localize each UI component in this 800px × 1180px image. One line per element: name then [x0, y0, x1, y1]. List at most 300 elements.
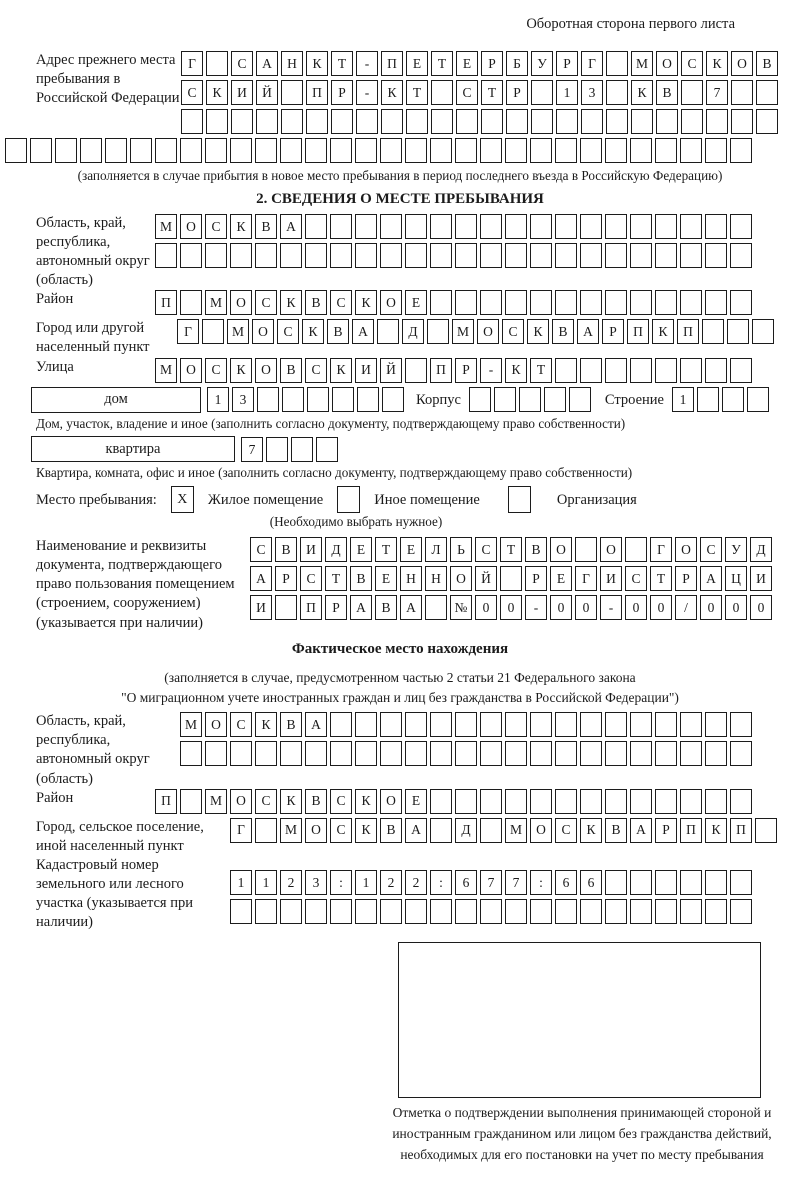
- char-cell[interactable]: 2: [380, 870, 402, 895]
- char-cell[interactable]: О: [205, 712, 227, 737]
- char-cell[interactable]: [580, 358, 602, 383]
- char-cell[interactable]: [280, 899, 302, 924]
- char-cell[interactable]: К: [706, 51, 728, 76]
- char-cell[interactable]: В: [280, 358, 302, 383]
- char-cell[interactable]: [756, 80, 778, 105]
- char-cell[interactable]: Е: [405, 290, 427, 315]
- char-cell[interactable]: [630, 789, 652, 814]
- char-cell[interactable]: В: [280, 712, 302, 737]
- char-cell[interactable]: [430, 243, 452, 268]
- char-cell[interactable]: Т: [500, 537, 522, 562]
- char-cell[interactable]: [655, 741, 677, 766]
- char-cell[interactable]: П: [430, 358, 452, 383]
- char-cell[interactable]: М: [205, 789, 227, 814]
- char-cell[interactable]: 7: [505, 870, 527, 895]
- char-cell[interactable]: [630, 870, 652, 895]
- char-cell[interactable]: Р: [325, 595, 347, 620]
- char-cell[interactable]: [30, 138, 52, 163]
- char-cell[interactable]: Г: [575, 566, 597, 591]
- char-cell[interactable]: 1: [207, 387, 229, 412]
- char-cell[interactable]: [230, 741, 252, 766]
- char-cell[interactable]: 1: [230, 870, 252, 895]
- char-cell[interactable]: С: [456, 80, 478, 105]
- char-cell[interactable]: [455, 214, 477, 239]
- char-cell[interactable]: [480, 138, 502, 163]
- char-cell[interactable]: [355, 899, 377, 924]
- char-cell[interactable]: [180, 741, 202, 766]
- char-cell[interactable]: С: [475, 537, 497, 562]
- char-cell[interactable]: [530, 138, 552, 163]
- char-cell[interactable]: [330, 214, 352, 239]
- char-cell[interactable]: [330, 138, 352, 163]
- char-cell[interactable]: С: [205, 358, 227, 383]
- char-cell[interactable]: В: [350, 566, 372, 591]
- char-cell[interactable]: К: [580, 818, 602, 843]
- char-cell[interactable]: [531, 109, 553, 134]
- char-cell[interactable]: [630, 741, 652, 766]
- char-cell[interactable]: Б: [506, 51, 528, 76]
- char-cell[interactable]: [480, 712, 502, 737]
- char-cell[interactable]: /: [675, 595, 697, 620]
- char-cell[interactable]: [469, 387, 491, 412]
- char-cell[interactable]: [630, 358, 652, 383]
- char-cell[interactable]: [605, 138, 627, 163]
- char-cell[interactable]: [266, 437, 288, 462]
- char-cell[interactable]: М: [452, 319, 474, 344]
- char-cell[interactable]: С: [255, 789, 277, 814]
- char-cell[interactable]: [630, 214, 652, 239]
- char-cell[interactable]: А: [400, 595, 422, 620]
- char-cell[interactable]: 0: [625, 595, 647, 620]
- char-cell[interactable]: [481, 109, 503, 134]
- char-cell[interactable]: [405, 741, 427, 766]
- char-cell[interactable]: Л: [425, 537, 447, 562]
- char-cell[interactable]: О: [477, 319, 499, 344]
- char-cell[interactable]: С: [277, 319, 299, 344]
- char-cell[interactable]: 7: [480, 870, 502, 895]
- char-cell[interactable]: [630, 712, 652, 737]
- char-cell[interactable]: [380, 138, 402, 163]
- char-cell[interactable]: О: [180, 358, 202, 383]
- char-cell[interactable]: [656, 109, 678, 134]
- char-cell[interactable]: К: [631, 80, 653, 105]
- char-cell[interactable]: [756, 109, 778, 134]
- char-cell[interactable]: [430, 214, 452, 239]
- char-cell[interactable]: Р: [655, 818, 677, 843]
- char-cell[interactable]: 0: [575, 595, 597, 620]
- char-cell[interactable]: [430, 138, 452, 163]
- char-cell[interactable]: [580, 243, 602, 268]
- char-cell[interactable]: И: [300, 537, 322, 562]
- char-cell[interactable]: -: [600, 595, 622, 620]
- char-cell[interactable]: [330, 712, 352, 737]
- char-cell[interactable]: [305, 214, 327, 239]
- char-cell[interactable]: А: [352, 319, 374, 344]
- char-cell[interactable]: П: [627, 319, 649, 344]
- char-cell[interactable]: [480, 243, 502, 268]
- char-cell[interactable]: 1: [255, 870, 277, 895]
- char-cell[interactable]: [727, 319, 749, 344]
- char-cell[interactable]: [605, 789, 627, 814]
- char-cell[interactable]: 6: [580, 870, 602, 895]
- char-cell[interactable]: [456, 109, 478, 134]
- char-cell[interactable]: [702, 319, 724, 344]
- char-cell[interactable]: Й: [256, 80, 278, 105]
- char-cell[interactable]: [680, 789, 702, 814]
- char-cell[interactable]: М: [505, 818, 527, 843]
- char-cell[interactable]: О: [731, 51, 753, 76]
- char-cell[interactable]: [282, 387, 304, 412]
- char-cell[interactable]: [355, 214, 377, 239]
- char-cell[interactable]: 2: [405, 870, 427, 895]
- char-cell[interactable]: [330, 243, 352, 268]
- char-cell[interactable]: [431, 80, 453, 105]
- char-cell[interactable]: [555, 243, 577, 268]
- char-cell[interactable]: Т: [331, 51, 353, 76]
- char-cell[interactable]: [655, 899, 677, 924]
- char-cell[interactable]: [731, 109, 753, 134]
- char-cell[interactable]: [555, 899, 577, 924]
- char-cell[interactable]: [531, 80, 553, 105]
- char-cell[interactable]: 3: [232, 387, 254, 412]
- char-cell[interactable]: Р: [556, 51, 578, 76]
- char-cell[interactable]: [655, 214, 677, 239]
- char-cell[interactable]: [256, 109, 278, 134]
- char-cell[interactable]: Д: [455, 818, 477, 843]
- char-cell[interactable]: В: [756, 51, 778, 76]
- char-cell[interactable]: [630, 138, 652, 163]
- char-cell[interactable]: В: [305, 789, 327, 814]
- char-cell[interactable]: Т: [325, 566, 347, 591]
- char-cell[interactable]: [155, 138, 177, 163]
- char-cell[interactable]: Е: [400, 537, 422, 562]
- char-cell[interactable]: Е: [405, 789, 427, 814]
- char-cell[interactable]: 3: [581, 80, 603, 105]
- char-cell[interactable]: [731, 80, 753, 105]
- char-cell[interactable]: О: [230, 789, 252, 814]
- char-cell[interactable]: 0: [650, 595, 672, 620]
- char-cell[interactable]: [730, 138, 752, 163]
- char-cell[interactable]: [631, 109, 653, 134]
- char-cell[interactable]: К: [280, 290, 302, 315]
- char-cell[interactable]: [705, 712, 727, 737]
- char-cell[interactable]: О: [530, 818, 552, 843]
- char-cell[interactable]: [455, 741, 477, 766]
- char-cell[interactable]: [555, 290, 577, 315]
- char-cell[interactable]: [580, 712, 602, 737]
- char-cell[interactable]: [605, 870, 627, 895]
- char-cell[interactable]: И: [750, 566, 772, 591]
- char-cell[interactable]: [380, 741, 402, 766]
- char-cell[interactable]: [380, 712, 402, 737]
- char-cell[interactable]: П: [680, 818, 702, 843]
- char-cell[interactable]: [555, 789, 577, 814]
- char-cell[interactable]: [755, 818, 777, 843]
- char-cell[interactable]: [202, 319, 224, 344]
- char-cell[interactable]: О: [656, 51, 678, 76]
- char-cell[interactable]: В: [605, 818, 627, 843]
- char-cell[interactable]: [5, 138, 27, 163]
- char-cell[interactable]: [705, 214, 727, 239]
- char-cell[interactable]: [505, 138, 527, 163]
- char-cell[interactable]: С: [681, 51, 703, 76]
- char-cell[interactable]: [575, 537, 597, 562]
- char-cell[interactable]: [752, 319, 774, 344]
- char-cell[interactable]: Й: [475, 566, 497, 591]
- char-cell[interactable]: [55, 138, 77, 163]
- char-cell[interactable]: [580, 138, 602, 163]
- char-cell[interactable]: [730, 358, 752, 383]
- char-cell[interactable]: [355, 712, 377, 737]
- char-cell[interactable]: [655, 789, 677, 814]
- char-cell[interactable]: [500, 566, 522, 591]
- char-cell[interactable]: [730, 870, 752, 895]
- char-cell[interactable]: [230, 243, 252, 268]
- char-cell[interactable]: [405, 358, 427, 383]
- char-cell[interactable]: [705, 243, 727, 268]
- char-cell[interactable]: 6: [555, 870, 577, 895]
- char-cell[interactable]: Р: [481, 51, 503, 76]
- char-cell[interactable]: [405, 138, 427, 163]
- char-cell[interactable]: С: [250, 537, 272, 562]
- char-cell[interactable]: Е: [350, 537, 372, 562]
- char-cell[interactable]: [605, 358, 627, 383]
- char-cell[interactable]: 6: [455, 870, 477, 895]
- char-cell[interactable]: В: [275, 537, 297, 562]
- char-cell[interactable]: [305, 741, 327, 766]
- char-cell[interactable]: [544, 387, 566, 412]
- char-cell[interactable]: [455, 899, 477, 924]
- char-cell[interactable]: П: [677, 319, 699, 344]
- char-cell[interactable]: [355, 741, 377, 766]
- char-cell[interactable]: [569, 387, 591, 412]
- char-cell[interactable]: К: [355, 789, 377, 814]
- char-cell[interactable]: [580, 789, 602, 814]
- char-cell[interactable]: [605, 899, 627, 924]
- char-cell[interactable]: [430, 741, 452, 766]
- char-cell[interactable]: [355, 243, 377, 268]
- char-cell[interactable]: 0: [475, 595, 497, 620]
- char-cell[interactable]: В: [327, 319, 349, 344]
- char-cell[interactable]: [305, 138, 327, 163]
- char-cell[interactable]: [706, 109, 728, 134]
- char-cell[interactable]: 2: [280, 870, 302, 895]
- char-cell[interactable]: Й: [380, 358, 402, 383]
- char-cell[interactable]: [255, 818, 277, 843]
- char-cell[interactable]: С: [231, 51, 253, 76]
- char-cell[interactable]: Ц: [725, 566, 747, 591]
- char-cell[interactable]: С: [502, 319, 524, 344]
- char-cell[interactable]: О: [675, 537, 697, 562]
- char-cell[interactable]: [555, 214, 577, 239]
- char-cell[interactable]: [356, 109, 378, 134]
- char-cell[interactable]: А: [280, 214, 302, 239]
- char-cell[interactable]: М: [180, 712, 202, 737]
- char-cell[interactable]: [680, 243, 702, 268]
- char-cell[interactable]: М: [631, 51, 653, 76]
- char-cell[interactable]: Р: [455, 358, 477, 383]
- char-cell[interactable]: [519, 387, 541, 412]
- char-cell[interactable]: А: [250, 566, 272, 591]
- char-cell[interactable]: М: [155, 358, 177, 383]
- char-cell[interactable]: [382, 387, 404, 412]
- char-cell[interactable]: [655, 290, 677, 315]
- char-cell[interactable]: Г: [650, 537, 672, 562]
- char-cell[interactable]: А: [405, 818, 427, 843]
- char-cell[interactable]: У: [531, 51, 553, 76]
- char-cell[interactable]: К: [230, 214, 252, 239]
- char-cell[interactable]: [530, 214, 552, 239]
- char-cell[interactable]: [380, 899, 402, 924]
- char-cell[interactable]: [380, 243, 402, 268]
- char-cell[interactable]: [580, 741, 602, 766]
- char-cell[interactable]: [130, 138, 152, 163]
- char-cell[interactable]: [730, 243, 752, 268]
- char-cell[interactable]: С: [181, 80, 203, 105]
- char-cell[interactable]: [530, 712, 552, 737]
- char-cell[interactable]: Е: [550, 566, 572, 591]
- char-cell[interactable]: Т: [406, 80, 428, 105]
- char-cell[interactable]: Д: [402, 319, 424, 344]
- checkbox-zhiloe[interactable]: X: [171, 486, 194, 513]
- char-cell[interactable]: О: [380, 789, 402, 814]
- char-cell[interactable]: 0: [700, 595, 722, 620]
- char-cell[interactable]: [405, 712, 427, 737]
- char-cell[interactable]: [730, 214, 752, 239]
- char-cell[interactable]: [180, 290, 202, 315]
- char-cell[interactable]: [357, 387, 379, 412]
- char-cell[interactable]: [680, 741, 702, 766]
- char-cell[interactable]: [680, 290, 702, 315]
- char-cell[interactable]: [530, 290, 552, 315]
- char-cell[interactable]: О: [450, 566, 472, 591]
- char-cell[interactable]: В: [552, 319, 574, 344]
- char-cell[interactable]: [80, 138, 102, 163]
- char-cell[interactable]: И: [250, 595, 272, 620]
- char-cell[interactable]: [332, 387, 354, 412]
- char-cell[interactable]: [580, 899, 602, 924]
- char-cell[interactable]: Т: [375, 537, 397, 562]
- char-cell[interactable]: [555, 741, 577, 766]
- char-cell[interactable]: М: [205, 290, 227, 315]
- char-cell[interactable]: [494, 387, 516, 412]
- char-cell[interactable]: Г: [181, 51, 203, 76]
- char-cell[interactable]: [730, 712, 752, 737]
- char-cell[interactable]: [630, 243, 652, 268]
- char-cell[interactable]: [257, 387, 279, 412]
- char-cell[interactable]: [281, 109, 303, 134]
- char-cell[interactable]: [555, 358, 577, 383]
- char-cell[interactable]: [630, 899, 652, 924]
- char-cell[interactable]: [405, 243, 427, 268]
- char-cell[interactable]: [255, 138, 277, 163]
- char-cell[interactable]: [705, 870, 727, 895]
- char-cell[interactable]: [330, 741, 352, 766]
- char-cell[interactable]: [730, 899, 752, 924]
- char-cell[interactable]: :: [430, 870, 452, 895]
- char-cell[interactable]: [505, 290, 527, 315]
- char-cell[interactable]: [380, 214, 402, 239]
- char-cell[interactable]: [405, 899, 427, 924]
- char-cell[interactable]: О: [180, 214, 202, 239]
- char-cell[interactable]: [405, 214, 427, 239]
- char-cell[interactable]: Е: [375, 566, 397, 591]
- char-cell[interactable]: С: [300, 566, 322, 591]
- char-cell[interactable]: В: [375, 595, 397, 620]
- char-cell[interactable]: К: [302, 319, 324, 344]
- char-cell[interactable]: [506, 109, 528, 134]
- char-cell[interactable]: Н: [281, 51, 303, 76]
- char-cell[interactable]: [555, 712, 577, 737]
- char-cell[interactable]: [206, 51, 228, 76]
- char-cell[interactable]: Т: [481, 80, 503, 105]
- char-cell[interactable]: [480, 789, 502, 814]
- char-cell[interactable]: -: [480, 358, 502, 383]
- char-cell[interactable]: [680, 870, 702, 895]
- char-cell[interactable]: [680, 138, 702, 163]
- char-cell[interactable]: П: [306, 80, 328, 105]
- char-cell[interactable]: Т: [650, 566, 672, 591]
- char-cell[interactable]: А: [630, 818, 652, 843]
- char-cell[interactable]: [480, 214, 502, 239]
- char-cell[interactable]: [255, 899, 277, 924]
- char-cell[interactable]: 7: [706, 80, 728, 105]
- char-cell[interactable]: [722, 387, 744, 412]
- char-cell[interactable]: В: [656, 80, 678, 105]
- char-cell[interactable]: [630, 290, 652, 315]
- char-cell[interactable]: [180, 789, 202, 814]
- char-cell[interactable]: О: [305, 818, 327, 843]
- char-cell[interactable]: [705, 290, 727, 315]
- char-cell[interactable]: [306, 109, 328, 134]
- char-cell[interactable]: Д: [750, 537, 772, 562]
- char-cell[interactable]: Р: [506, 80, 528, 105]
- char-cell[interactable]: А: [256, 51, 278, 76]
- char-cell[interactable]: [281, 80, 303, 105]
- char-cell[interactable]: [480, 290, 502, 315]
- char-cell[interactable]: К: [206, 80, 228, 105]
- char-cell[interactable]: [330, 899, 352, 924]
- char-cell[interactable]: [705, 741, 727, 766]
- char-cell[interactable]: [530, 741, 552, 766]
- char-cell[interactable]: [307, 387, 329, 412]
- char-cell[interactable]: К: [355, 818, 377, 843]
- char-cell[interactable]: [705, 899, 727, 924]
- char-cell[interactable]: -: [356, 51, 378, 76]
- char-cell[interactable]: [180, 138, 202, 163]
- char-cell[interactable]: [291, 437, 313, 462]
- char-cell[interactable]: -: [525, 595, 547, 620]
- char-cell[interactable]: [655, 358, 677, 383]
- char-cell[interactable]: [530, 243, 552, 268]
- char-cell[interactable]: Е: [456, 51, 478, 76]
- char-cell[interactable]: О: [252, 319, 274, 344]
- char-cell[interactable]: [430, 789, 452, 814]
- char-cell[interactable]: В: [305, 290, 327, 315]
- char-cell[interactable]: 1: [672, 387, 694, 412]
- char-cell[interactable]: К: [355, 290, 377, 315]
- char-cell[interactable]: [206, 109, 228, 134]
- char-cell[interactable]: [480, 899, 502, 924]
- char-cell[interactable]: [530, 899, 552, 924]
- char-cell[interactable]: К: [280, 789, 302, 814]
- char-cell[interactable]: [705, 358, 727, 383]
- char-cell[interactable]: С: [625, 566, 647, 591]
- char-cell[interactable]: Д: [325, 537, 347, 562]
- char-cell[interactable]: [430, 290, 452, 315]
- char-cell[interactable]: С: [205, 214, 227, 239]
- char-cell[interactable]: [705, 789, 727, 814]
